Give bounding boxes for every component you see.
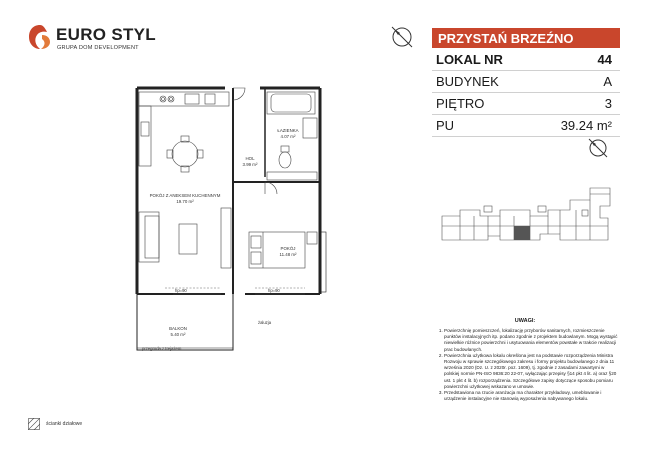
bathroom-area: 4.07 m² <box>280 133 296 139</box>
legend <box>28 418 82 430</box>
info-table <box>432 49 620 137</box>
info-row-pu <box>432 115 620 137</box>
hall-name: HOL <box>245 156 255 161</box>
info-value-pietro: 3 <box>604 96 612 111</box>
info-row-budynek <box>432 71 620 93</box>
note-item: 2. Powierzchnia użytkowa lokalu określona jest na podstawie rozporządzenia Ministra Rozwoju w sprawie szczegółowego zakresu i formy projektu budowlanego z dnia 11 września 2020 (Dz. U. z 2020r. poz. 1609), tj. zgodnie z zasadami zawartymi w polskiej normie PN-ISO 9836:20 22-07, wyłączając przepisy §14 pkt 4 lit. a) oraz §20 ust. 1 pkt 4 lit. b) rozporządzenia. Szczegółowe zapisy dotyczące sposobu pomiaru powierzchni użytkowej wskazano w umowie. <box>444 353 618 390</box>
room-label-kitchen <box>145 193 225 204</box>
info-row-pietro <box>432 93 620 115</box>
room-label-balcony <box>160 326 196 337</box>
brand-subtitle: GRUPA DOM DEVELOPMENT <box>57 45 139 51</box>
hatch-swatch-icon <box>28 418 40 430</box>
notes <box>432 318 618 402</box>
info-label-pietro: PIĘTRO <box>436 96 485 111</box>
info-value-pu: 39.24 m² <box>560 118 612 133</box>
brand-name: EURO STYL <box>56 25 156 44</box>
balcony-name: BALKON <box>169 326 187 331</box>
hp-label-left: hp=90 <box>175 288 187 293</box>
north-arrow-icon <box>389 24 415 50</box>
info-label-budynek: BUDYNEK <box>436 74 499 89</box>
info-value-lokal: 44 <box>597 52 612 67</box>
room-name: POKÓJ <box>280 246 296 251</box>
room-label-hall <box>236 156 264 167</box>
info-value-budynek: A <box>603 74 612 89</box>
hall-area: 3.99 m² <box>242 161 258 167</box>
kitchen-name: POKÓJ Z ANEKSEM KUCHENNYM <box>149 193 221 198</box>
key-plan-north-arrow-icon <box>586 136 610 160</box>
investment-title: PRZYSTAŃ BRZEŹNO <box>432 28 620 48</box>
info-row-lokal <box>432 49 620 71</box>
room-area: 11.48 m² <box>279 251 297 257</box>
info-label-lokal: LOKAL NR <box>436 52 503 67</box>
kitchen-area: 19.70 m² <box>176 198 194 204</box>
logo-mark-icon <box>28 24 52 50</box>
floor-plan <box>125 82 340 362</box>
room-label-bathroom <box>268 128 308 139</box>
bathroom-name: ŁAZIENKA <box>277 128 299 133</box>
legend-label: ścianki działowe <box>46 421 83 427</box>
window-note: przegroda z trejażem <box>142 346 182 351</box>
note-item: 1. Powierzchnię pomieszczeń, lokalizację przyborów sanitarnych, rozmieszczenie punktów instalacyjnych itp. podano zgodnie z projektem budowlanym. Mogą wystąpić niewielkie różnice powierzchni i usytuowania elementów powstałe w trakcie realizacji prac budowlanych. <box>444 328 618 353</box>
logo <box>28 24 178 54</box>
louvre-label: żaluzja <box>258 320 272 325</box>
building-key-plan <box>440 180 615 250</box>
hp-label-right: hp=90 <box>268 288 280 293</box>
room-label-room <box>274 246 302 257</box>
info-label-pu: PU <box>436 118 455 133</box>
notes-title: UWAGI: <box>514 318 536 324</box>
note-item: 3. Przedstawiona na rzucie aranżacja ma charakter przykładowy, umeblowanie i urządzenie instalacyjne nie stanowią wyposażenia nabywanego lokalu. <box>444 390 618 402</box>
balcony-area: 5.40 m² <box>170 331 186 337</box>
